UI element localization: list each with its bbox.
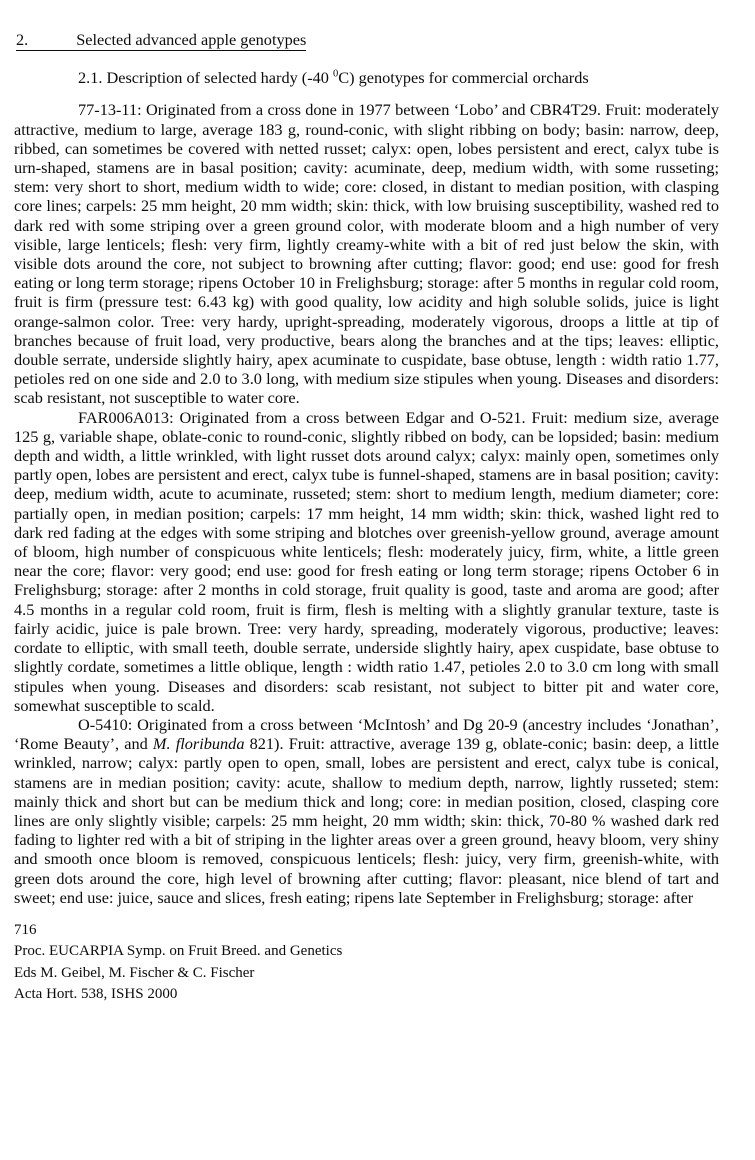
paragraph-o-5410 xyxy=(14,715,719,907)
subsection-title-pre: 2.1. Description of selected hardy (-40 xyxy=(78,68,333,88)
paragraph-o-5410-post: 821). Fruit: attractive, average 139 g, oblate-conic; basin: deep, a little wrinkled, narrow; calyx: partly open to open, small, lobes are persistent and erect, calyx tube is conical, stamens are in median position; cavity: acute, shallow to medium depth, narrow, lightly russeted; stem: mainly thick and short but can be medium thick and long; core: in median position, closed, clasping core lines are only slightly visible; carpels: 25 mm height, 20 mm width; skin: thick, 70-80 % washed dark red fading to lighter red with a bit of striping in the lighter areas over a green ground, heavy bloom, very shiny and smooth once bloom is removed, conspicuous lenticels; flesh: juicy, very firm, greenish-white, with green dots around the core, high level of browning after cutting; flavor: pleasant, nice blend of tart and sweet; end use: juice, sauce and slices, fresh eating; ripens late September in Frelighsburg; storage: after xyxy=(14,734,719,907)
footer-editors-line: Eds M. Geibel, M. Fischer & C. Fischer xyxy=(14,964,255,981)
page-footer xyxy=(14,920,719,1006)
section-heading-underline xyxy=(16,30,306,51)
paragraph-o-5410-pre: O-5410: Originated from a cross between ‘McIntosh’ and Dg 20-9 (ancestry includes ‘Jonathan’, ‘Rome Beauty’, and xyxy=(14,714,719,754)
degree-superscript: 0 xyxy=(333,68,339,80)
section-title: Selected advanced apple genotypes xyxy=(76,30,307,49)
subsection-heading xyxy=(78,68,719,87)
footer-proceedings-line: Proc. EUCARPIA Symp. on Fruit Breed. and Genetics xyxy=(14,943,343,960)
section-number: 2. xyxy=(16,30,29,49)
section-heading xyxy=(16,30,719,51)
page-number: 716 xyxy=(14,921,37,938)
footer-acta-hort-line: Acta Hort. 538, ISHS 2000 xyxy=(14,986,178,1003)
paragraph-77-13-11: 77-13-11: Originated from a cross done in 1977 between ‘Lobo’ and CBR4T29. Fruit: moderately attractive, medium to large, average 183 g, round-conic, with slight ribbing on body; basin: narrow, deep, ribbed, can sometimes be covered with netted russet; calyx: open, lobes persistent and erect, calyx tube is urn-shaped, stamens are in basal position; cavity: acuminate, deep, medium width, with some russeting; stem: very short to short, medium width to wide; core: closed, in distant to median position, with clasping core lines; carpels: 25 mm height, 20 mm width; skin: thick, with low bruising susceptibility, washed red to dark red with some striping over a green ground color, with moderate bloom and a high number of very visible, large lenticels; flesh: very firm, lightly creamy-white with a bit of red just below the skin, with visible dots around the core, not subject to browning after cutting; flavor: good; end use: good for fresh eating or long term storage; ripens October 10 in Frelighsburg; storage: after 5 months in regular cold room, fruit is firm (pressure test: 6.43 kg) with good quality, low acidity and high soluble solids, juice is light orange-salmon color. Tree: very hardy, upright-spreading, moderately vigorous, droops a little at tip of branches because of fruit load, very productive, bears along the branches and at the tips; leaves: elliptic, double serrate, underside slightly hairy, apex acuminate to cuspidate, base obtuse, length : width ratio 1.77, petioles red on one side and 2.0 to 3.0 long, with medium size stipules when young. Diseases and disorders: scab resistant, not susceptible to water core. xyxy=(14,100,719,408)
paragraph-far006a013: FAR006A013: Originated from a cross between Edgar and O-521. Fruit: medium size, average 125 g, variable shape, oblate-conic to round-conic, slightly ribbed on body, can be lopsided; basin: medium depth and width, a little wrinkled, with light russet dots around calyx; calyx: mainly open, sometimes only partly open, lobes are persistent and erect, calyx tube is funnel-shaped, stamens are in basal position; cavity: deep, medium width, acute to acuminate, russeted; stem: short to medium length, medium diameter; core: partially open, in median position; carpels: 17 mm height, 14 mm width; skin: thick, washed light red to dark red fading at the edges with some striping and blotches over greenish-yellow ground, average amount of bloom, high number of conspicuous white lenticels; flesh: moderately juicy, firm, white, a little green near the core; flavor: very good; end use: good for fresh eating or long term storage; ripens October 6 in Frelighsburg; storage: after 2 months in cold storage, fruit quality is good, taste and aroma are good; after 4.5 months in a regular cold room, fruit is firm, flesh is melting with a slightly granular texture, taste is fairly acidic, juice is pale brown. Tree: very hardy, spreading, moderately vigorous, productive; leaves: cordate to elliptic, with small teeth, double serrate, underside slightly hairy, apex cuspidate, base obtuse to slightly cordate, sometimes a little oblique, length : width ratio 1.47, petioles 2.0 to 3.0 cm long with small stipules when young. Diseases and disorders: scab resistant, not subject to bitter pit and water core, somewhat susceptible to scald. xyxy=(14,407,719,715)
genotype-descriptions xyxy=(14,100,719,907)
species-name-italic: M. floribunda xyxy=(152,734,245,754)
subsection-title-post: C) genotypes for commercial orchards xyxy=(338,68,589,88)
